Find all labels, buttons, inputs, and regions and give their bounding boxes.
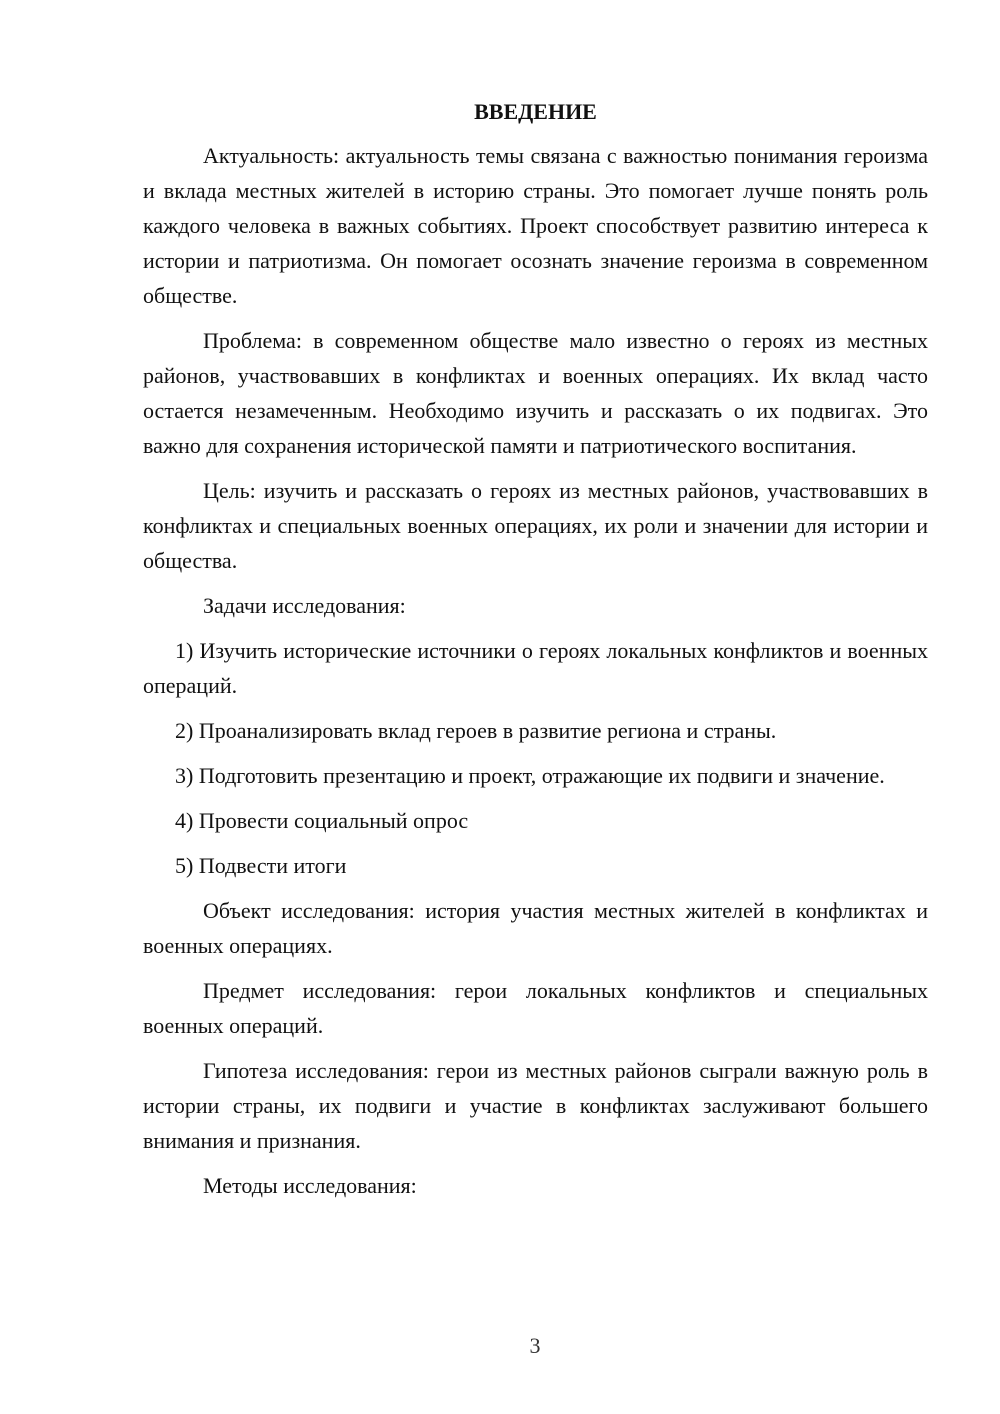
methods-heading: Методы исследования: — [203, 1173, 417, 1198]
task-item-5: 5) Подвести итоги — [175, 853, 347, 878]
task-item-1: 1) Изучить исторические источники о героях локальных конфликтов и военных операций. — [143, 638, 928, 698]
tasks-heading: Задачи исследования: — [203, 593, 406, 618]
page-number: 3 — [529, 1333, 541, 1358]
paragraph-problem: Проблема: в современном обществе мало известно о героях из местных районов, участвовавших в конфликтах и военных операциях. Их вклад часто остается незамеченным. Необходимо изучить и рассказать о их подвигах. Это важно для сохранения исторической памяти и патриотического воспитания. — [143, 328, 928, 458]
task-item-2: 2) Проанализировать вклад героев в развитие региона и страны. — [175, 718, 777, 743]
paragraph-goal: Цель: изучить и рассказать о героях из местных районов, участвовавших в конфликтах и специальных военных операциях, их роли и значении для истории и общества. — [143, 478, 928, 573]
paragraph-object: Объект исследования: история участия местных жителей в конфликтах и военных операциях. — [143, 898, 928, 958]
paragraph-relevance: Актуальность: актуальность темы связана с важностью понимания героизма и вклада местных жителей в историю страны. Это помогает лучше понять роль каждого человека в важных событиях. Проект способствует развитию интереса к истории и патриотизма. Он помогает осознать значение героизма в современном обществе. — [143, 143, 928, 308]
task-list — [143, 633, 928, 883]
task-item-3: 3) Подготовить презентацию и проект, отражающие их подвиги и значение. — [175, 763, 885, 788]
paragraph-hypothesis: Гипотеза исследования: герои из местных районов сыграли важную роль в истории страны, их подвиги и участие в конфликтах заслуживают большего внимания и признания. — [143, 1058, 928, 1153]
paragraph-subject: Предмет исследования: герои локальных конфликтов и специальных военных операций. — [143, 978, 928, 1038]
section-title: ВВЕДЕНИЕ — [474, 99, 597, 124]
task-item-4: 4) Провести социальный опрос — [175, 808, 469, 833]
page-content — [143, 96, 928, 1213]
